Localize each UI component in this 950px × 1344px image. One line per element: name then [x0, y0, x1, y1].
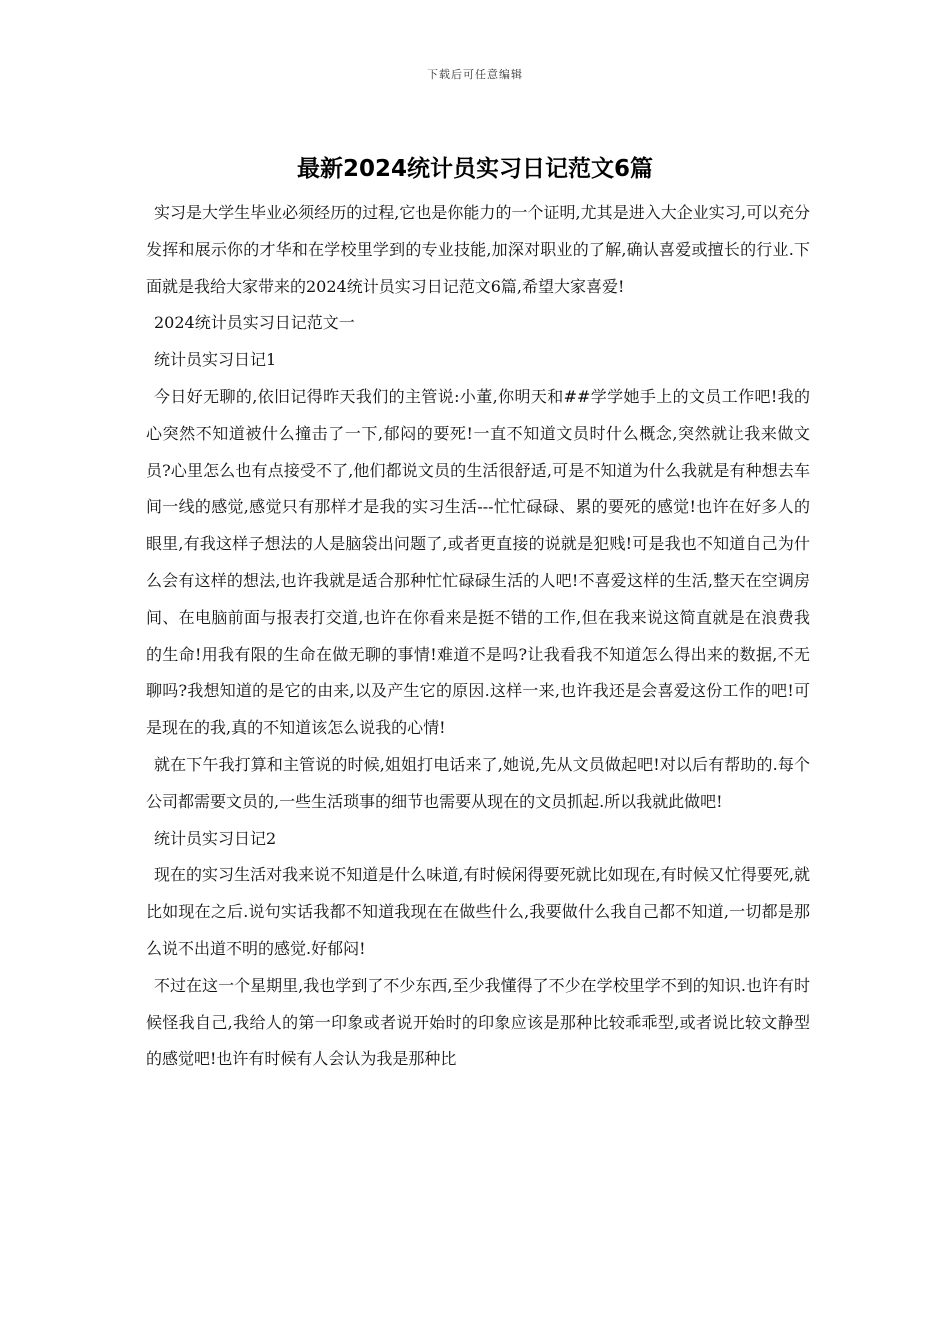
header-note: 下载后可任意编辑	[427, 68, 523, 81]
document-body	[146, 195, 810, 1078]
intro-paragraph: 实习是大学生毕业必须经历的过程,它也是你能力的一个证明,尤其是进入大企业实习,可以充分发挥和展示你的才华和在学校里学到的专业技能,加深对职业的了解,确认喜爱或擅长的行业.下面就是我给大家带来的2024统计员实习日记范文6篇,希望大家喜爱!	[146, 203, 810, 296]
diary-heading-2: 统计员实习日记2	[154, 828, 277, 848]
body-paragraph: 现在的实习生活对我来说不知道是什么味道,有时候闲得要死就比如现在,有时候又忙得要死,就比如现在之后.说句实话我都不知道我现在在做些什么,我要做什么我自己都不知道,一切都是那么说不出道不明的感觉.好郁闷!	[146, 865, 810, 958]
document-title: 最新2024统计员实习日记范文6篇	[296, 156, 654, 182]
diary-heading-1: 统计员实习日记1	[154, 350, 277, 370]
body-paragraph: 不过在这一个星期里,我也学到了不少东西,至少我懂得了不少在学校里学不到的知识.也许有时候怪我自己,我给人的第一印象或者说开始时的印象应该是那种比较乖乖型,或者说比较文静型的感觉吧!也许有时候有人会认为我是那种比	[146, 975, 810, 1069]
section-heading: 2024统计员实习日记范文一	[154, 313, 355, 333]
body-paragraph: 就在下午我打算和主管说的时候,姐姐打电话来了,她说,先从文员做起吧!对以后有帮助的.每个公司都需要文员的,一些生活琐事的细节也需要从现在的文员抓起.所以我就此做吧!	[146, 754, 810, 811]
body-paragraph: 今日好无聊的,依旧记得昨天我们的主管说:小董,你明天和##学学她手上的文员工作吧!我的心突然不知道被什么撞击了一下,郁闷的要死!一直不知道文员时什么概念,突然就让我来做文员?心里怎么也有点接受不了,他们都说文员的生活很舒适,可是不知道为什么我就是有种想去车间一线的感觉,感觉只有那样才是我的实习生活---忙忙碌碌、累的要死的感觉!也许在好多人的眼里,有我这样子想法的人是脑袋出问题了,或者更直接的说就是犯贱!可是我也不知道自己为什么会有这样的想法,也许我就是适合那种忙忙碌碌生活的人吧!不喜爱这样的生活,整天在空调房间、在电脑前面与报表打交道,也许在你看来是挺不错的工作,但在我来说这简直就是在浪费我的生命!用我有限的生命在做无聊的事情!难道不是吗?让我看我不知道怎么得出来的数据,不无聊吗?我想知道的是它的由来,以及产生它的原因.这样一来,也许我还是会喜爱这份工作的吧!可是现在的我,真的不知道该怎么说我的心情!	[146, 386, 810, 738]
